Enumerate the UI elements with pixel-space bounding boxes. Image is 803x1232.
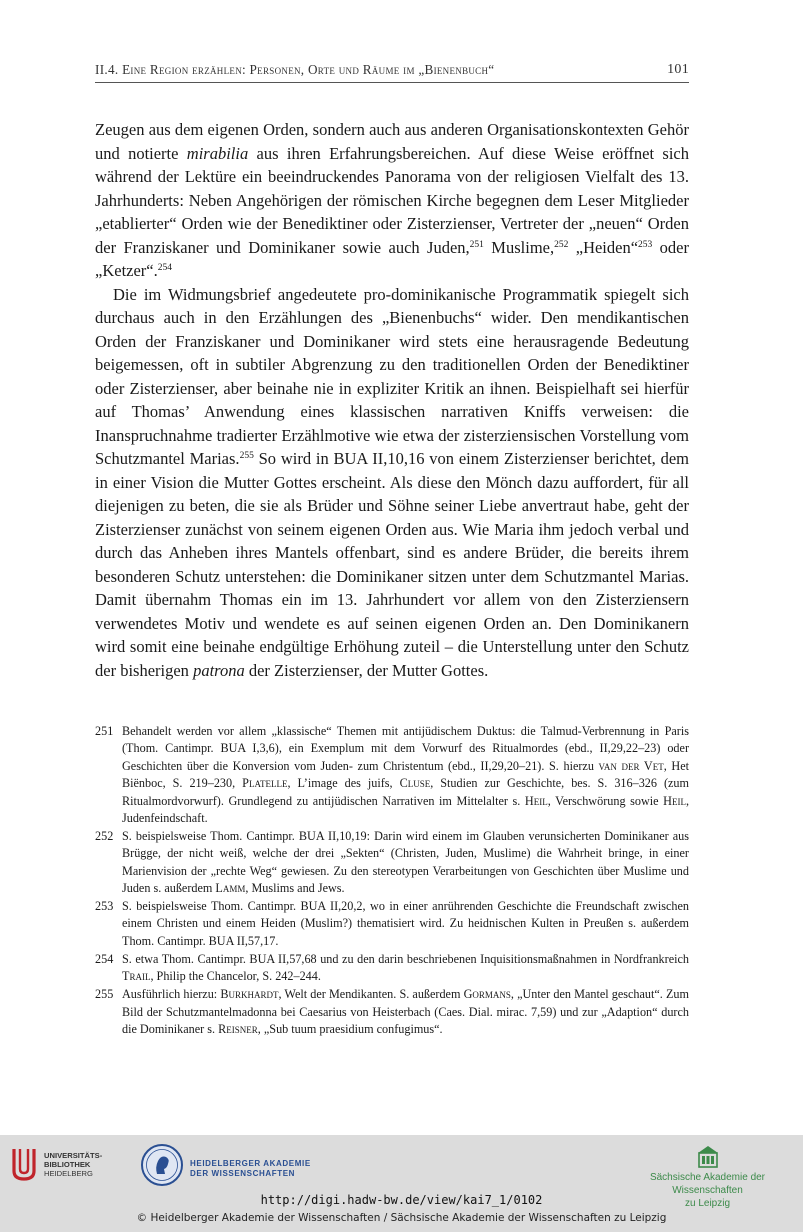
footnote-ref[interactable]: 255 <box>239 451 254 461</box>
text-run: „Heiden“ <box>568 237 639 257</box>
logo-line: HEIDELBERGER AKADEMIE <box>190 1159 311 1168</box>
footnote-ref[interactable]: 254 <box>157 263 172 273</box>
ub-heidelberg-logo-text <box>44 1151 102 1178</box>
text-run: Ausführlich hierzu: <box>122 987 221 1002</box>
footnote-ref[interactable]: 253 <box>638 239 653 250</box>
text-run: oder „Ketzer“. <box>95 237 690 280</box>
footnote <box>95 951 689 986</box>
footnote <box>95 723 689 827</box>
text-run: , L’image des juifs, <box>287 776 400 791</box>
text-run: , Muslims and Jews. <box>245 881 345 896</box>
logo-line: HEIDELBERG <box>44 1169 93 1178</box>
hadw-logo-text <box>190 1159 311 1179</box>
logo-line: DER WISSENSCHAFTEN <box>190 1169 296 1178</box>
text-run: der Zisterzienser, der Mutter Gottes. <box>244 660 489 680</box>
footnote-number: 251 <box>95 724 114 738</box>
text-run: , Welt der Mendikanten. S. außerdem <box>278 987 464 1002</box>
ub-heidelberg-logo[interactable] <box>10 1145 120 1185</box>
author-name: Burkhardt <box>220 987 279 1002</box>
footnote-number: 255 <box>95 987 114 1002</box>
footnote <box>95 898 689 950</box>
text-run: , Verschwörung sowie <box>547 793 664 808</box>
footer-bar <box>0 1135 803 1232</box>
italic-term: patrona <box>193 660 245 680</box>
logo-line: BIBLIOTHEK <box>44 1160 91 1169</box>
running-header <box>95 62 689 83</box>
footnote-number: 253 <box>95 899 114 914</box>
logo-line: UNIVERSITÄTS- <box>44 1151 103 1160</box>
footnote-number: 252 <box>95 828 114 843</box>
paragraph <box>95 118 689 283</box>
paragraph <box>95 283 689 683</box>
logo-line: zu Leipzig <box>684 1198 731 1209</box>
footnote-ref[interactable]: 251 <box>469 239 484 250</box>
footnote-number: 254 <box>95 951 114 966</box>
text-run: S. etwa Thom. Cantimpr. BUA II,57,68 und zu den darin beschriebenen Inquisitionsmaßnahmen in Nordfrankreich <box>122 951 689 966</box>
copyright-notice: © Heidelberger Akademie der Wissenschaften / Sächsische Akademie der Wissenschaften zu Leipzig <box>136 1212 667 1224</box>
text-run: , Studien zur Geschichte, bes. S. 316–326 (zum Ritualmordvorwurf). Grundlegend zu antijüdischen Narrativen im Mittelalter s. <box>122 776 690 808</box>
author-name: Heil <box>524 793 548 808</box>
author-name: Cluse <box>399 776 431 791</box>
main-text <box>95 118 689 682</box>
author-name: Lamm <box>215 881 246 896</box>
author-name: Gormans <box>463 987 511 1002</box>
footnote <box>95 828 689 898</box>
text-run: aus ihren Erfahrungsbereichen. Auf diese Weise eröffnet sich während der Lektüre ein beeindruckendes Panorama von der religiosen Vielfalt des 13. Jahrhunderts: Neben Angehörigen der römischen Kirche begegnen dem Leser Mitglieder „etablierter“ Orden wie der Benediktiner oder Zisterzienser, Vertreter der „neuen“ Orden der Franziskaner und Dominikaner sowie auch Juden, <box>95 143 689 257</box>
text-run: Behandelt werden vor allem „klassische“ Themen mit antijüdischem Duktus: die Talmud-Verbrennung in Paris (Thom. Cantimpr. BUA I,3,6), ein Exemplum mit dem Vorwurf des Ritualmordes (ebd., II,29,22–23) oder Geschichten über die Konversion vom Juden- zum Christentum (ebd., II,29,20–21). S. hierzu <box>122 724 689 773</box>
author-name: van der Vet <box>598 758 664 773</box>
hadw-seal-icon <box>140 1143 184 1187</box>
footnotes <box>95 723 689 1039</box>
text-run: So wird in BUA II,10,16 von einem Zisterzienser berichtet, dem in einer Vision die Mutter Gottes erscheint. Als diese den Mönch dazu auffordert, für all diejenigen zu beten, die sie als Brüder und Söhne seiner Liebe anvertraut habe, geht der Zisterzienser zunächst von seinem eigenen Orden aus. Wie Maria ihm jedoch verbal und durch das Anheben ihres Mantels offenbart, sind es andere Brüder, die bereits ihrem besonderen Schutz unterstehen: die Dominikaner sitzen unter dem Schutzmantel Marias. Damit übernahm Thomas ein im 13. Jahrhundert vor allem von den Zisterziensern verwendetes Motiv und wendete es auf seinen eigenen Orden an. Den Dominikanern wird somit eine beinahe endgültige Erhöhung zuteil – die Unterstellung unter den Schutz der bisherigen <box>95 449 689 680</box>
text-run: Zeugen aus dem eigenen Orden, sondern auch aus anderen Organisationskontexten Gehör und notierte <box>95 120 689 163</box>
text-run: S. beispielsweise Thom. Cantimpr. BUA II,10,19: Darin wird einem im Glauben verunsicherten Dominikaner aus Brügge, der nicht weiß, welche der drei „Sekten“ (Christen, Juden, Muslime) die Wahrheit bringe, in einer Marienvision der „rechte Weg“ gewiesen. Zu den stereotypen Verarbeitungen von Geschichten über Muslime und Juden s. außerdem <box>122 828 689 896</box>
text-run: Die im Widmungsbrief angedeutete pro-dominikanische Programmatik spiegelt sich durchaus auch in den Erzählungen des „Bienenbuchs“ wider. Den mendikantischen Orden der Franziskaner und Dominikaner wird stets eine herausragende Bedeutung beigemessen, oft in subtiler Abgrenzung zu den traditionellen Orden der Benediktiner oder Zisterzienser, aber beinahe nie in expliziter Kritik an ihnen. Beispielhaft sei hierfür auf Thomas’ Anwendung eines klassischen narrativen Kniffs verweisen: die Inanspruchnahme tradierter Erzählmotive wie etwa der zisterziensischen Vorstellung vom Schutzmantel Marias. <box>95 284 689 468</box>
text-run: , „Unter den Mantel geschaut“. Zum Bild der Schutzmantelmadonna bei Caesarius von Heisterbach (Caes. Dial. mirac. 7,59) und zur „Adaption“ durch die Dominikaner s. <box>122 987 690 1036</box>
author-name: Trail <box>122 969 151 984</box>
ub-heidelberg-logo-icon <box>10 1145 38 1183</box>
author-name: Reisner <box>218 1021 258 1036</box>
text-run: S. beispielsweise Thom. Cantimpr. BUA II,20,2, wo in einer anrührenden Geschichte die Freundschaft zwischen einem Christen und einem Heiden (Muslim?) thematisiert wird. Zu heidnischen Kulten in Preußen s. außerdem Thom. Cantimpr. BUA II,57,17. <box>122 899 689 948</box>
logo-line: Sächsische Akademie der Wissenschaften <box>649 1172 766 1196</box>
text-run: , Philip the Chancelor, S. 242–244. <box>150 969 321 984</box>
running-title: II.4. Eine Region erzählen: Personen, Orte und Räume im „Bienenbuch“ <box>95 62 495 77</box>
italic-term: mirabilia <box>186 143 249 163</box>
hadw-logo[interactable] <box>140 1143 340 1189</box>
footnote-ref[interactable]: 252 <box>554 239 569 250</box>
author-name: Platelle <box>242 776 288 791</box>
text-run: Muslime, <box>483 237 555 257</box>
text-run: , „Sub tuum praesidium confugimus“. <box>257 1021 443 1036</box>
text-run: , Het Biënboc, S. 219–230, <box>122 758 689 791</box>
footnote <box>95 986 689 1038</box>
page-number: 101 <box>667 62 689 77</box>
source-url[interactable]: http://digi.hadw-bw.de/view/kai7_1/0102 <box>260 1193 543 1207</box>
text-run: , Judenfeindschaft. <box>122 793 689 826</box>
author-name: Heil <box>663 793 686 808</box>
saw-crest-icon <box>696 1143 720 1169</box>
